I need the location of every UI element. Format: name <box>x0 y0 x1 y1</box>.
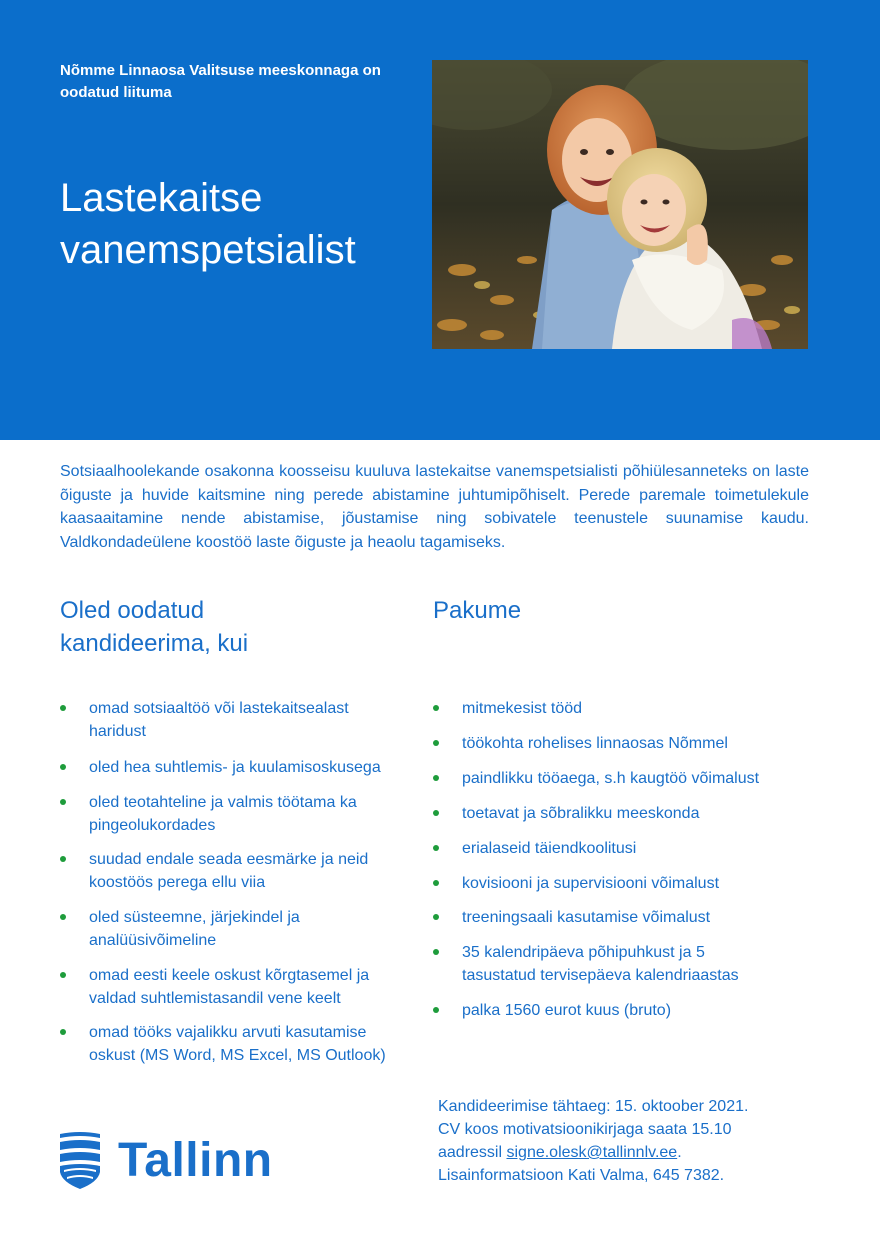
bullet-icon <box>60 914 66 920</box>
bullet-icon <box>60 1029 66 1035</box>
deadline-text: Kandideerimise tähtaeg: 15. oktoober 2021. <box>438 1098 749 1115</box>
logo-text: Tallinn <box>118 1134 273 1187</box>
list-item: omad sotsiaaltöö või lastekaitsealast haridust <box>60 697 410 743</box>
job-title <box>60 172 420 276</box>
tallinn-crest-icon <box>60 1132 100 1190</box>
list-item: erialaseid täiendkoolitusi <box>433 837 802 860</box>
list-item: oled süsteemne, järjekindel ja analüüsivõimeline <box>60 906 410 952</box>
bullet-icon <box>60 764 66 770</box>
children-photo <box>432 60 808 349</box>
list-item: mitmekesist tööd <box>433 697 802 720</box>
list-item: paindlikku tööaega, s.h kaugtöö võimalust <box>433 767 802 790</box>
email-link[interactable]: signe.olesk@tallinnlv.ee <box>506 1144 678 1161</box>
offer-heading: Pakume <box>433 597 522 624</box>
list-item: oled teotahteline ja valmis töötama ka pingeolukordades <box>60 791 410 837</box>
list-item: kovisiooni ja supervisiooni võimalust <box>433 872 802 895</box>
additional-info: Lisainformatsioon Kati Valma, 645 7382. <box>438 1167 725 1184</box>
bullet-icon <box>433 1007 439 1013</box>
list-item: töökohta rohelises linnaosas Nõmmel <box>433 732 802 755</box>
job-title-line1: Lastekaitse <box>60 176 263 220</box>
requirements-heading-line2: kandideerima, kui <box>60 630 249 657</box>
list-item: suudad endale seada eesmärke ja neid koostöös perega ellu viia <box>60 848 410 894</box>
list-item: treeningsaali kasutamise võimalust <box>433 906 802 929</box>
bullet-icon <box>60 799 66 805</box>
bullet-icon <box>433 775 439 781</box>
bullet-icon <box>433 740 439 746</box>
bullet-icon <box>433 880 439 886</box>
requirements-heading <box>60 594 400 660</box>
bullet-icon <box>433 810 439 816</box>
bullet-icon <box>433 705 439 711</box>
bullet-icon <box>60 856 66 862</box>
intro-text: Nõmme Linnaosa Valitsuse meeskonnaga on oodatud liituma <box>60 62 381 101</box>
bullet-icon <box>433 914 439 920</box>
contact-info <box>438 1095 818 1187</box>
list-item: 35 kalendripäeva põhipuhkust ja 5 tasustatud tervisepäeva kalendriaastas <box>433 941 782 987</box>
bullet-icon <box>433 949 439 955</box>
list-item: omad tööks vajalikku arvuti kasutamise oskust (MS Word, MS Excel, MS Outlook) <box>60 1021 410 1067</box>
list-item: omad eesti keele oskust kõrgtasemel ja valdad suhtlemistasandil vene keelt <box>60 964 410 1010</box>
bullet-icon <box>433 845 439 851</box>
requirements-heading-line1: Oled oodatud <box>60 597 205 624</box>
cv-instructions: CV koos motivatsioonikirjaga saata 15.10 <box>438 1121 732 1138</box>
job-title-line2: vanemspetsialist <box>60 228 356 272</box>
tallinn-logo <box>60 1132 300 1192</box>
job-description: Sotsiaalhoolekande osakonna koosseisu kuuluva lastekaitse vanemspetsialisti põhiülesanneteks on laste õiguste ja huvide kaitsmine ning perede abistamine juhtumipõhiselt. Perede paremale toimetulekule kaasaaitamine nende abistamise, jõustamise ning sobivatele teenustele suunamise kaudu. Valdkondadeülene koostöö laste õiguste ja heaolu tagamiseks. <box>60 463 809 551</box>
bullet-icon <box>60 972 66 978</box>
bullet-icon <box>60 705 66 711</box>
list-item: oled hea suhtlemis- ja kuulamisoskusega <box>60 756 410 779</box>
address-line: aadressil signe.olesk@tallinnlv.ee. <box>438 1144 682 1161</box>
list-item: palka 1560 eurot kuus (bruto) <box>433 999 802 1022</box>
header-banner <box>0 0 880 440</box>
list-item: toetavat ja sõbralikku meeskonda <box>433 802 802 825</box>
